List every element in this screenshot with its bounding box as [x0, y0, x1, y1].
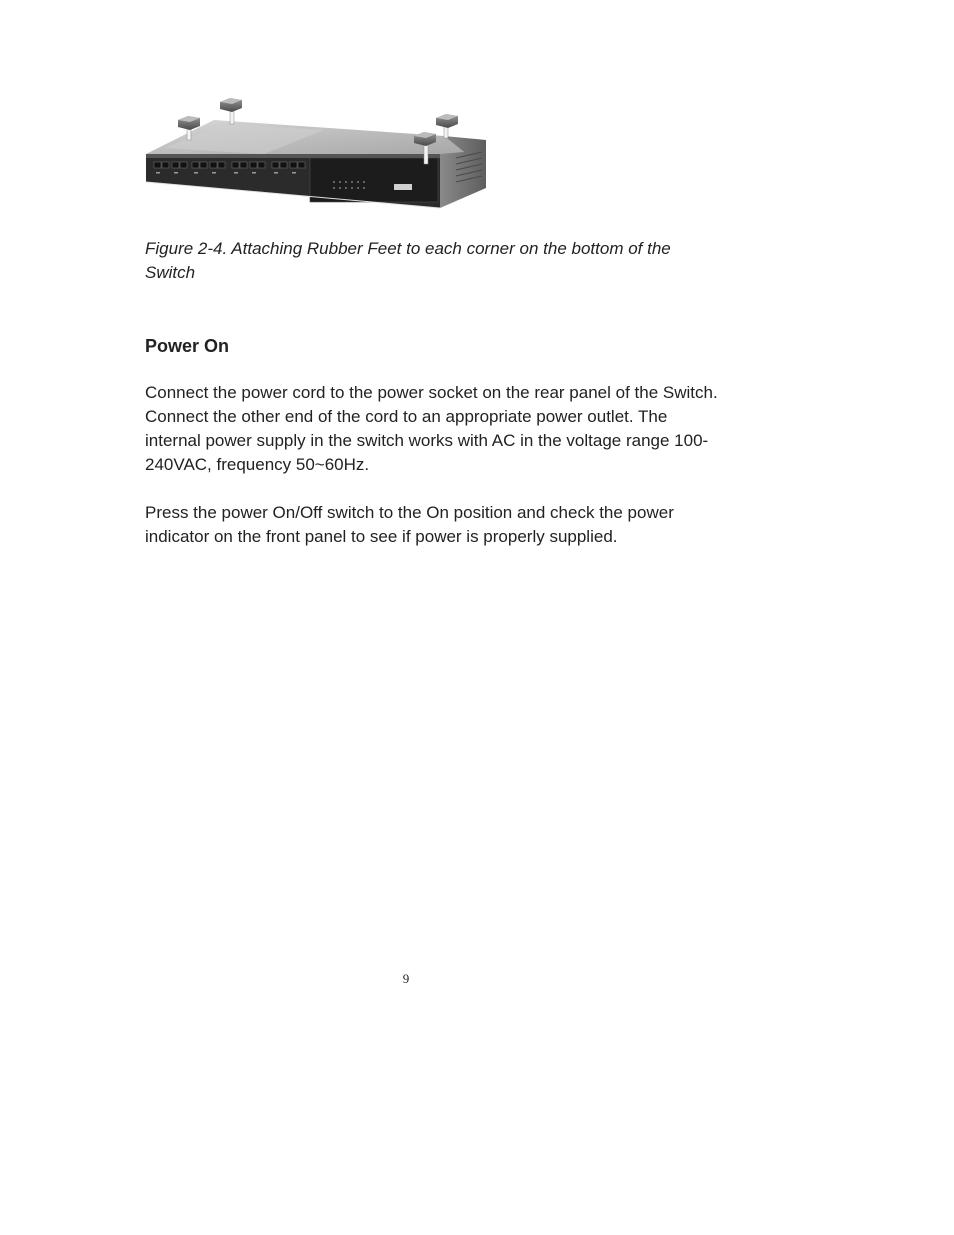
- logo-plate: [394, 184, 412, 190]
- switch-rubber-feet-figure: [144, 96, 486, 212]
- switch-illustration: [144, 96, 486, 212]
- section-heading: Power On: [145, 336, 230, 356]
- paragraph: Press the power On/Off switch to the On position and check the power indicator on the front panel to see if power is properly supplied.: [145, 503, 674, 546]
- paragraph: Connect the power cord to the power socket on the rear panel of the Switch. Connect the other end of the cord to an appropriate power outlet. The internal power supply in the switch works with AC in the voltage range 100-240VAC, frequency 50~60Hz.: [145, 383, 718, 474]
- rubber-foot-back-right: [436, 114, 458, 138]
- page-number: 9: [402, 971, 410, 986]
- rubber-foot-back-left: [220, 98, 242, 124]
- figure-caption: Figure 2-4. Attaching Rubber Feet to each corner on the bottom of the Switch: [145, 239, 671, 282]
